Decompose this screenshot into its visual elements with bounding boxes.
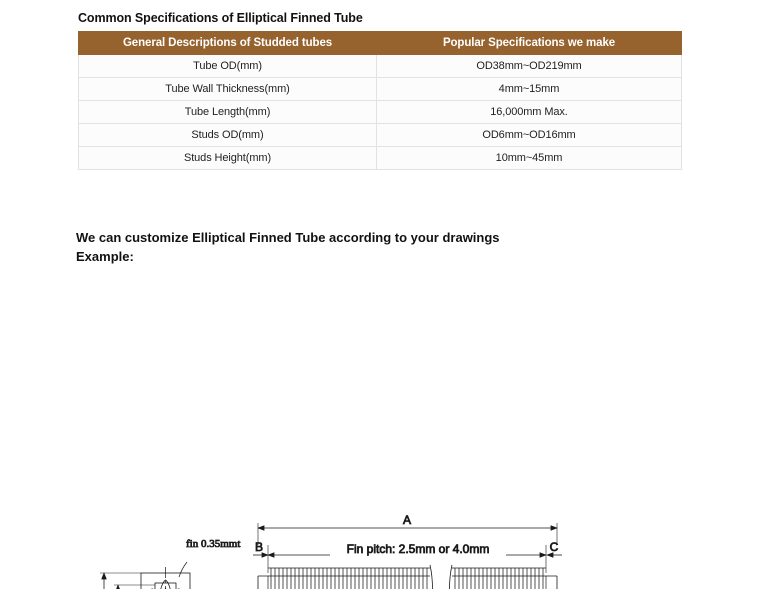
row-value: OD6mm~OD16mm bbox=[377, 124, 682, 147]
column-header-specifications: Popular Specifications we make bbox=[377, 32, 682, 55]
break-line-left bbox=[427, 565, 432, 589]
side-elevation-view bbox=[252, 513, 667, 589]
row-value: OD38mm~OD219mm bbox=[377, 55, 682, 78]
row-value: 4mm~15mm bbox=[377, 78, 682, 101]
column-header-descriptions: General Descriptions of Studded tubes bbox=[79, 32, 377, 55]
fin-array-left bbox=[271, 568, 427, 589]
table-row bbox=[79, 124, 682, 147]
row-label: Studs OD(mm) bbox=[79, 124, 377, 147]
page-title: Common Specifications of Elliptical Finned Tube bbox=[78, 11, 363, 25]
row-value: 16,000mm Max. bbox=[377, 101, 682, 124]
table-header-row bbox=[79, 32, 682, 55]
row-label: Studs Height(mm) bbox=[79, 147, 377, 170]
fin-thickness-note: fin 0.35mmt bbox=[186, 538, 241, 550]
table-row bbox=[79, 55, 682, 78]
dim-label-left-bare: B bbox=[254, 540, 264, 554]
row-label: Tube Length(mm) bbox=[79, 101, 377, 124]
table-row bbox=[79, 101, 682, 124]
drawing-canvas bbox=[0, 255, 768, 589]
row-label: Tube OD(mm) bbox=[79, 55, 377, 78]
fin-pitch-note: Fin pitch: 2.5mm or 4.0mm bbox=[346, 542, 490, 556]
cross-section-view bbox=[92, 538, 240, 589]
fin-note-leader bbox=[179, 562, 187, 577]
technical-drawing bbox=[0, 255, 768, 589]
table-row bbox=[79, 147, 682, 170]
dim-label-right-bare: C bbox=[549, 540, 559, 554]
table-row bbox=[79, 78, 682, 101]
row-label: Tube Wall Thickness(mm) bbox=[79, 78, 377, 101]
break-line-right bbox=[449, 565, 454, 589]
drawing-heading-line1: We can customize Elliptical Finned Tube according to your drawings bbox=[76, 230, 500, 245]
specifications-table bbox=[78, 31, 682, 170]
dim-label-total-length: A bbox=[402, 513, 412, 527]
table-body bbox=[79, 55, 682, 170]
fin-array-right bbox=[455, 568, 543, 589]
row-value: 10mm~45mm bbox=[377, 147, 682, 170]
drawing-heading-line2: Example: bbox=[76, 249, 134, 264]
